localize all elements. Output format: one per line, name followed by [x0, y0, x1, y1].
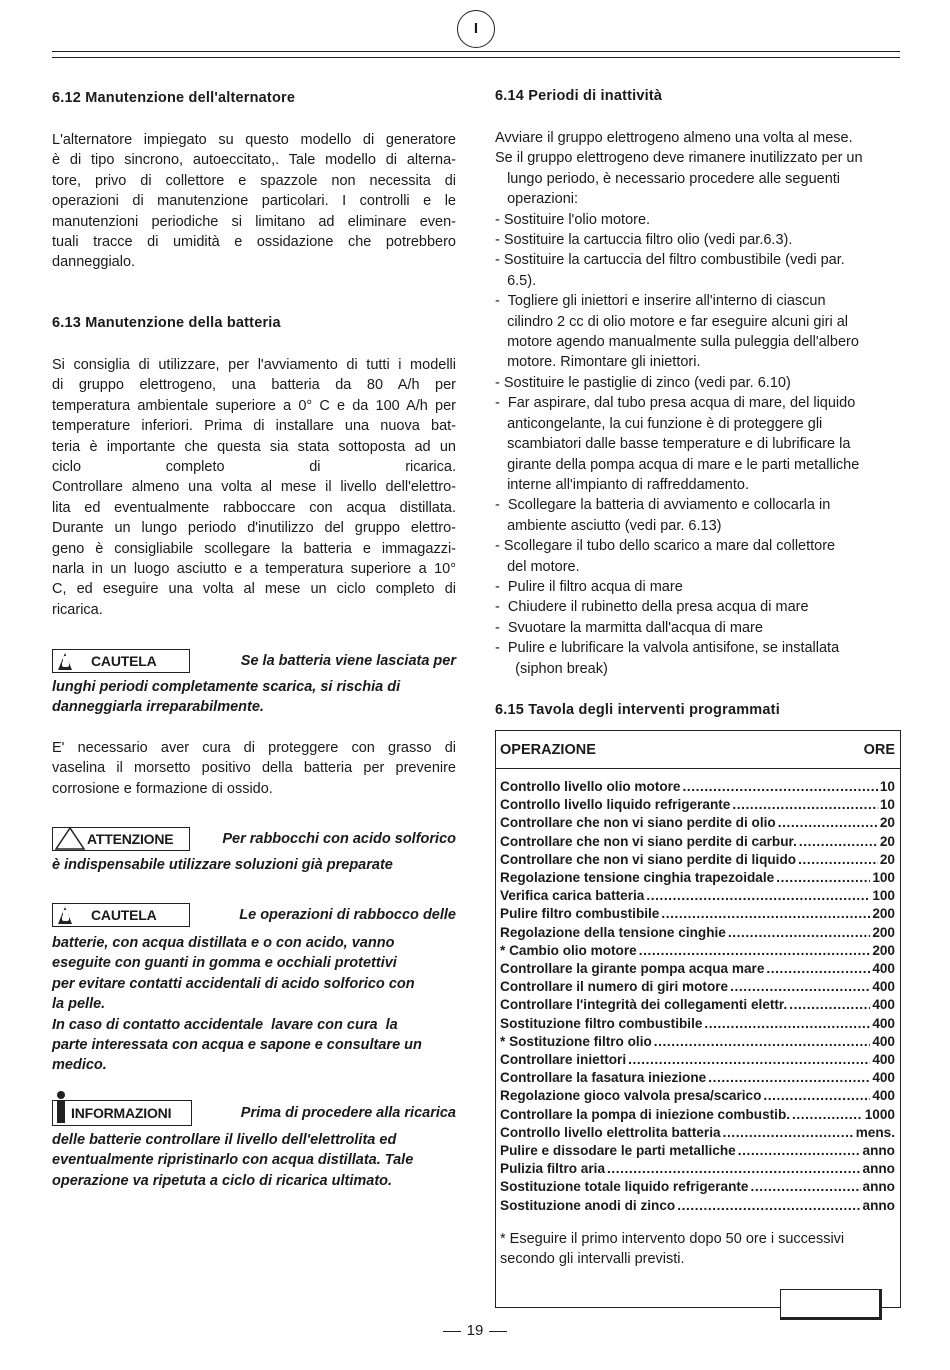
hours-value: 1000 — [864, 1106, 895, 1122]
operation-name: * Cambio olio motore — [500, 942, 637, 958]
dot-leader — [789, 996, 870, 1014]
dot-leader — [732, 796, 878, 814]
dot-leader — [708, 1069, 870, 1087]
text-line: tuali tracce di umidità e ossidazione che potrebbero — [52, 234, 456, 251]
hours-value: 400 — [872, 979, 895, 995]
table-row — [500, 905, 895, 923]
section-6-12-title: 6.12 Manutenzione dell'alternatore — [52, 90, 296, 106]
operation-name: Pulizia filtro aria — [500, 1161, 605, 1177]
table-row — [500, 851, 895, 869]
hours-value: 200 — [872, 924, 895, 940]
operation-name: Controllare che non vi siano perdite di carbur. — [500, 833, 797, 849]
text-line: girante della pompa acqua di mare e le parti metalliche — [495, 456, 860, 473]
hours-value: 100 — [872, 888, 895, 904]
grease-paragraph — [52, 738, 456, 799]
text-line: di gruppo elettrogeno, una batteria da 80 A/h per — [52, 377, 456, 394]
text-line: delle batterie controllare il livello dell'elettrolita ed — [52, 1132, 397, 1148]
text-line: - Togliere gli iniettori e inserire all'interno di ciascun — [495, 293, 826, 310]
hours-value: 400 — [872, 1052, 895, 1068]
text-line: - Far aspirare, dal tubo presa acqua di mare, del liquido — [495, 395, 856, 412]
dot-leader — [704, 1015, 870, 1033]
text-line: - Sostituire la cartuccia filtro olio (vedi par.6.3). — [495, 232, 793, 249]
text-line: è di tipo sincrono, autoeccitato,. Tale modello di alterna- — [52, 152, 456, 169]
dot-leader — [654, 1033, 871, 1051]
text-line: è indispensabile utilizzare soluzioni già preparate — [52, 857, 393, 873]
table-row — [500, 942, 895, 960]
text-line: tore, privo di collettore e spazzole non necessita di — [52, 172, 456, 189]
dot-leader — [677, 1197, 860, 1215]
text-line: ricarica. — [52, 601, 103, 618]
text-line: del motore. — [495, 558, 580, 575]
attention-note-first: Per rabbocchi con acido solforico — [222, 830, 456, 847]
operation-name: Controllare che non vi siano perdite di olio — [500, 815, 776, 831]
text-line: teria è importante che questa sia stata sottoposta ad un — [52, 438, 456, 455]
hours-value: mens. — [855, 1124, 895, 1140]
col-hours-header: ORE — [863, 742, 895, 758]
dot-leader — [628, 1051, 870, 1069]
text-line: ambiente asciutto (vedi par. 6.13) — [495, 517, 722, 534]
text-line: manutenzioni periodiche si limitano ad eliminare even- — [52, 213, 456, 230]
warning-hand-icon — [53, 650, 87, 672]
dot-leader — [776, 869, 870, 887]
text-line: cilindro 2 cc di olio motore e far eseguire alcuni giri al — [495, 313, 848, 330]
hours-value: anno — [862, 1161, 895, 1177]
caution-badge-2: CAUTELA — [52, 903, 190, 927]
header-rule-2 — [52, 57, 900, 58]
operation-name: Controllo livello liquido refrigerante — [500, 797, 731, 813]
hours-value: 200 — [872, 942, 895, 958]
table-row — [500, 978, 895, 996]
page-number: 19 — [0, 1322, 950, 1339]
text-line: parte interessata con acqua e sapone e consultare un — [52, 1037, 422, 1054]
caution-note-2-first: Le operazioni di rabbocco delle — [239, 906, 456, 923]
operation-name: Pulire e dissodare le parti metalliche — [500, 1143, 736, 1159]
text-line: operazione va ripetuta a ciclo di ricarica ultimato. — [52, 1172, 393, 1189]
operation-name: Regolazione gioco valvola presa/scarico — [500, 1088, 762, 1104]
text-line: temperatura ambientale superiore a 0° C e da 100 A/h per — [52, 397, 456, 414]
hours-value: anno — [862, 1179, 895, 1195]
operation-name: Controllare l'integrità dei collegamenti elettr. — [500, 997, 788, 1013]
text-line: geno è consigliabile scollegare la batteria e immagazzi- — [52, 540, 456, 557]
dot-leader — [646, 887, 870, 905]
operation-name: Controllare iniettori — [500, 1052, 627, 1068]
text-line: ciclo completo di ricarica. — [52, 459, 456, 476]
table-row — [500, 796, 895, 814]
hours-value: 200 — [872, 906, 895, 922]
language-badge: I — [457, 10, 495, 48]
text-line: C, ed eseguire una volta al mese un ciclo completo di — [52, 581, 456, 598]
dot-leader — [728, 924, 870, 942]
text-line: corrosione e formazione di ossido. — [52, 780, 273, 797]
attention-note-text — [52, 855, 456, 875]
section-6-15-title: 6.15 Tavola degli interventi programmati — [495, 702, 780, 718]
dot-leader — [607, 1160, 861, 1178]
text-line: narla in un luogo asciutto e a temperatura superiore a 10° — [52, 561, 456, 578]
section-6-13-title: 6.13 Manutenzione della batteria — [52, 315, 281, 331]
table-row — [500, 1015, 895, 1033]
table-row — [500, 833, 895, 851]
text-line: lunghi periodi completamente scarica, si rischia di — [52, 679, 401, 695]
operation-name: Controllare la fasatura iniezione — [500, 1070, 707, 1086]
text-line: Si consiglia di utilizzare, per l'avviamento di tutti i modelli — [52, 357, 456, 373]
text-line: - Chiudere il rubinetto della presa acqua di mare — [495, 599, 809, 616]
text-line: - Svuotare la marmitta dall'acqua di mare — [495, 619, 763, 636]
caution-note-1-text — [52, 677, 456, 718]
text-line: medico. — [52, 1057, 107, 1074]
decorative-box — [780, 1289, 882, 1320]
text-line: L'alternatore impiegato su questo modello di generatore — [52, 132, 456, 148]
text-line: Se il gruppo elettrogeno deve rimanere inutilizzato per un — [495, 150, 863, 167]
text-line: - Pulire il filtro acqua di mare — [495, 578, 683, 595]
text-line: motore. Rimontare gli iniettori. — [495, 354, 701, 371]
hours-value: 400 — [872, 1015, 895, 1031]
text-line: danneggiarla irreparabilmente. — [52, 699, 264, 716]
info-note-text — [52, 1130, 456, 1191]
table-row — [500, 1142, 895, 1160]
operation-name: Regolazione della tensione cinghie — [500, 924, 726, 940]
operation-name: Controllare che non vi siano perdite di liquido — [500, 851, 797, 867]
text-line: 6.5). — [495, 272, 537, 289]
operation-name: Sostituzione anodi di zinco — [500, 1197, 676, 1213]
text-line: - Sostituire le pastiglie di zinco (vedi par. 6.10) — [495, 374, 791, 391]
table-row — [500, 1124, 895, 1142]
operation-name: Pulire filtro combustibile — [500, 906, 660, 922]
caution-note-1-first: Se la batteria viene lasciata per — [240, 652, 456, 669]
operation-name: Verifica carica batteria — [500, 888, 645, 904]
text-line: temperature inferiori. Prima di installare una nuova bat- — [52, 418, 456, 435]
table-row — [500, 887, 895, 905]
attention-badge: ATTENZIONE — [52, 827, 190, 851]
text-line: danneggialo. — [52, 254, 136, 271]
maintenance-table — [495, 730, 901, 1308]
table-row — [500, 1197, 895, 1215]
dot-leader — [683, 778, 878, 796]
warning-triangle-icon — [53, 827, 87, 851]
operation-name: Sostituzione totale liquido refrigerante — [500, 1179, 749, 1195]
dot-leader — [750, 1178, 860, 1196]
hours-value: anno — [862, 1197, 895, 1213]
text-line: secondo gli intervalli previsti. — [500, 1251, 685, 1268]
operation-name: Controllare la pompa di iniezione combustib. — [500, 1106, 791, 1122]
table-body — [496, 769, 900, 1215]
dot-leader — [799, 833, 878, 851]
section-6-13-body — [52, 355, 456, 620]
text-line: operazioni di manutenzione particolari. I controlli e le — [52, 193, 456, 210]
section-6-12-body — [52, 130, 456, 273]
text-line: Controllare almeno una volta al mese il livello dell'elettro- — [52, 479, 456, 496]
table-row — [500, 814, 895, 832]
text-line: motore agendo manualmente sulla puleggia dell'albero — [495, 334, 859, 351]
dot-leader — [792, 1106, 863, 1124]
table-row — [500, 1160, 895, 1178]
dot-leader — [639, 942, 871, 960]
text-line: per evitare contatti accidentali di acido solforico con — [52, 975, 415, 992]
caution-badge: CAUTELA — [52, 649, 190, 673]
text-line: - Pulire e lubrificare la valvola antisifone, se installata — [495, 640, 840, 657]
operation-name: Controllare il numero di giri motore — [500, 979, 729, 995]
operation-name: Controllo livello olio motore — [500, 779, 681, 794]
operation-name: Controllo livello elettrolita batteria — [500, 1124, 721, 1140]
hours-value: 100 — [872, 870, 895, 886]
warning-hand-icon — [53, 904, 87, 926]
section-6-14-body — [495, 128, 900, 679]
dot-leader — [778, 814, 878, 832]
text-line: batterie, con acqua distillata e o con acido, vanno — [52, 935, 395, 951]
text-line: eseguite con guanti in gomma e occhiali protettivi — [52, 955, 397, 972]
hours-value: 20 — [879, 815, 895, 831]
text-line: scambiatori dalle basse temperature e di lubrificare la — [495, 436, 851, 453]
text-line: (siphon break) — [495, 660, 608, 677]
text-line: - Scollegare la batteria di avviamento e collocarla in — [495, 497, 831, 514]
text-line: operazioni: — [495, 191, 579, 208]
dot-leader — [723, 1124, 854, 1142]
info-note — [52, 1100, 456, 1191]
hours-value: 10 — [879, 797, 895, 813]
col-operation-header: OPERAZIONE — [500, 742, 596, 758]
text-line: interne all'impianto di raffreddamento. — [495, 476, 749, 493]
table-row — [500, 1178, 895, 1196]
hours-value: 400 — [872, 997, 895, 1013]
dot-leader — [738, 1142, 861, 1160]
table-footnote — [496, 1215, 900, 1270]
table-row — [500, 1051, 895, 1069]
dot-leader — [661, 905, 870, 923]
table-header — [496, 731, 900, 758]
hours-value: 20 — [879, 833, 895, 849]
table-row — [500, 960, 895, 978]
operation-name: Regolazione tensione cinghia trapezoidale — [500, 870, 775, 886]
operation-name: Sostituzione filtro combustibile — [500, 1015, 703, 1031]
text-line: lungo periodo, è necessario procedere alle seguenti — [495, 170, 841, 187]
info-badge: INFORMAZIONI — [52, 1100, 192, 1126]
hours-value: 400 — [872, 1070, 895, 1086]
hours-value: 400 — [872, 1088, 895, 1104]
caution-note-2-text — [52, 933, 456, 1076]
hours-value: 20 — [879, 851, 895, 867]
table-row — [500, 1087, 895, 1105]
hours-value: 400 — [872, 1033, 895, 1049]
text-line: E' necessario aver cura di proteggere con grasso di — [52, 740, 456, 756]
attention-note — [52, 827, 456, 875]
table-row — [500, 1033, 895, 1051]
table-row — [500, 869, 895, 887]
text-line: In caso di contatto accidentale lavare con cura la — [52, 1016, 398, 1033]
text-line: anticongelante, la cui funzione è di proteggere gli — [495, 415, 823, 432]
text-line: - Sostituire la cartuccia del filtro combustibile (vedi par. — [495, 252, 845, 269]
hours-value: 400 — [872, 961, 895, 977]
text-line: eventualmente ripristinarlo con acqua distillata. Tale — [52, 1152, 414, 1169]
dot-leader — [763, 1087, 870, 1105]
dot-leader — [798, 851, 878, 869]
table-row — [500, 1069, 895, 1087]
operation-name: * Sostituzione filtro olio — [500, 1033, 652, 1049]
hours-value: 10 — [879, 779, 895, 794]
info-icon — [53, 1090, 69, 1124]
text-line: - Sostituire l'olio motore. — [495, 211, 651, 228]
table-row — [500, 1106, 895, 1124]
info-note-first: Prima di procedere alla ricarica — [240, 1104, 456, 1121]
text-line: Avviare il gruppo elettrogeno almeno una volta al mese. — [495, 130, 853, 146]
table-row — [500, 924, 895, 942]
text-line: - Scollegare il tubo dello scarico a mare dal collettore — [495, 538, 836, 555]
caution-note-1 — [52, 649, 456, 718]
section-6-14-title: 6.14 Periodi di inattività — [495, 88, 663, 104]
text-line: la pelle. — [52, 996, 106, 1013]
dot-leader — [766, 960, 870, 978]
text-line: * Eseguire il primo intervento dopo 50 ore i successivi — [500, 1230, 845, 1247]
hours-value: anno — [862, 1143, 895, 1159]
text-line: vaselina il morsetto positivo della batteria per prevenire — [52, 760, 456, 777]
operation-name: Controllare la girante pompa acqua mare — [500, 961, 765, 977]
text-line: lita ed eventualmente rabboccare con acqua distillata. — [52, 499, 456, 516]
dot-leader — [730, 978, 870, 996]
header-rule — [52, 51, 900, 52]
caution-note-2 — [52, 903, 456, 1076]
table-row — [500, 778, 895, 796]
table-row — [500, 996, 895, 1014]
text-line: Durante un lungo periodo d'inutilizzo del gruppo elettro- — [52, 520, 456, 537]
